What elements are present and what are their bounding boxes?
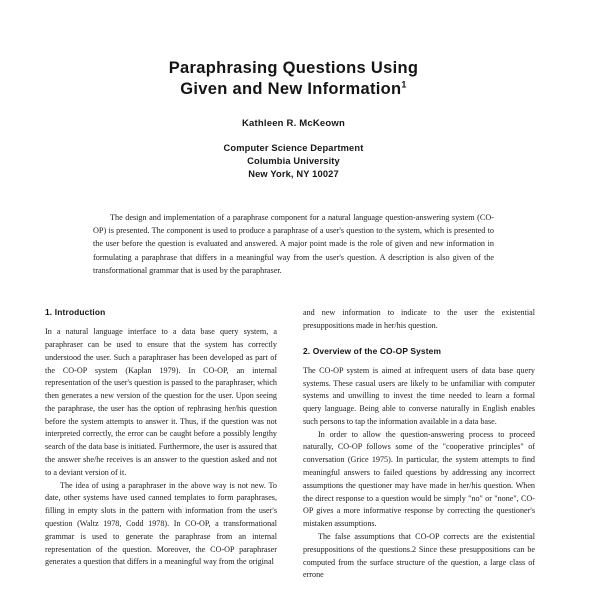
left-column <box>45 307 277 582</box>
affiliation-university: Columbia University <box>247 156 340 167</box>
paragraph: and new information to indicate to the user the existential presuppositions made in her/his question. <box>303 308 535 330</box>
paragraph-text: The false assumptions that CO-OP corrects are the existential presuppositions of the questions.2 Since these presuppositions can be computed from the surface structure of the question, a large class of errone <box>303 532 535 580</box>
section-heading-introduction: 1. Introduction <box>45 307 106 318</box>
paragraph: The CO-OP system is aimed at infrequent users of data base query systems. These casual users are likely to be unfamiliar with computer systems and unwilling to invest the time needed to learn a formal query language. Being able to converse naturally in English enables such persons to tap the information available in a data base. <box>303 365 535 426</box>
paragraph: The idea of using a paraphraser in the above way is not new. To date, other systems have used canned templates to form paraphrases, filling in empty slots in the pattern with information from the user's question (Waltz 1978, Codd 1978). In CO-OP, a transformational grammar is used to generate the paraphrase from an internal representation of the question. Moreover, the CO-OP paraphraser generates a question that differs in a meaningful way from the original <box>45 480 277 567</box>
right-column <box>303 307 535 582</box>
author-affiliation <box>45 142 542 180</box>
title-block <box>45 58 542 181</box>
abstract-text: The design and implementation of a paraphrase component for a natural language question-answering system (CO-OP) is presented. The component is used to produce a paraphrase of a user's question to the system, which is presented to the user before the question is evaluated and answered. A major point made is the role of given and new information in formulating a paraphrase that differs in a meaningful way from the user's question. A description is also given of the transformational grammar that is used by the paraphraser. <box>93 212 494 275</box>
section-heading-overview: 2. Overview of the CO-OP System <box>303 345 442 356</box>
paper-title-line-2: Given and New Information <box>180 80 402 99</box>
title-footnote-marker: 1 <box>401 79 407 90</box>
paragraph: In order to allow the question-answering process to proceed naturally, CO-OP follows some of the "cooperative principles" of conversation (Grice 1975). In particular, the system attempts to find meaningful answers to failed questions by addressing any incorrect assumptions the questioner may have made in her/his question. When the direct response to a question would be simply "no" or "none", CO-OP gives a more informative response by correcting the questioner's mistaken assumptions. <box>303 429 535 529</box>
page-title <box>45 58 542 100</box>
affiliation-address: New York, NY 10027 <box>248 168 339 179</box>
paper-title-line-1: Paraphrasing Questions Using <box>168 59 419 77</box>
affiliation-department: Computer Science Department <box>223 143 364 154</box>
paragraph: In a natural language interface to a data base query system, a paraphraser can be used to ensure that the system has correctly understood the user. Such a paraphraser has been developed as part of the CO-OP system (Kaplan 1979). In CO-OP, an internal representation of the user's question is passed to the paraphraser, which then generates a new version of the question for the user. Upon seeing the paraphrase, the user has the option of rephrasing her/his question before the system attempts to answer it. Thus, if the question was not interpreted correctly, the error can be caught before a possibly lengthy search of the data base is initiated. Furthermore, the user is assured that the answer she/he receives is an answer to the question asked and not to a deviant version of it. <box>45 327 277 477</box>
paragraph <box>303 531 535 582</box>
body-columns <box>45 307 542 582</box>
author-name: Kathleen R. McKeown <box>241 118 346 130</box>
